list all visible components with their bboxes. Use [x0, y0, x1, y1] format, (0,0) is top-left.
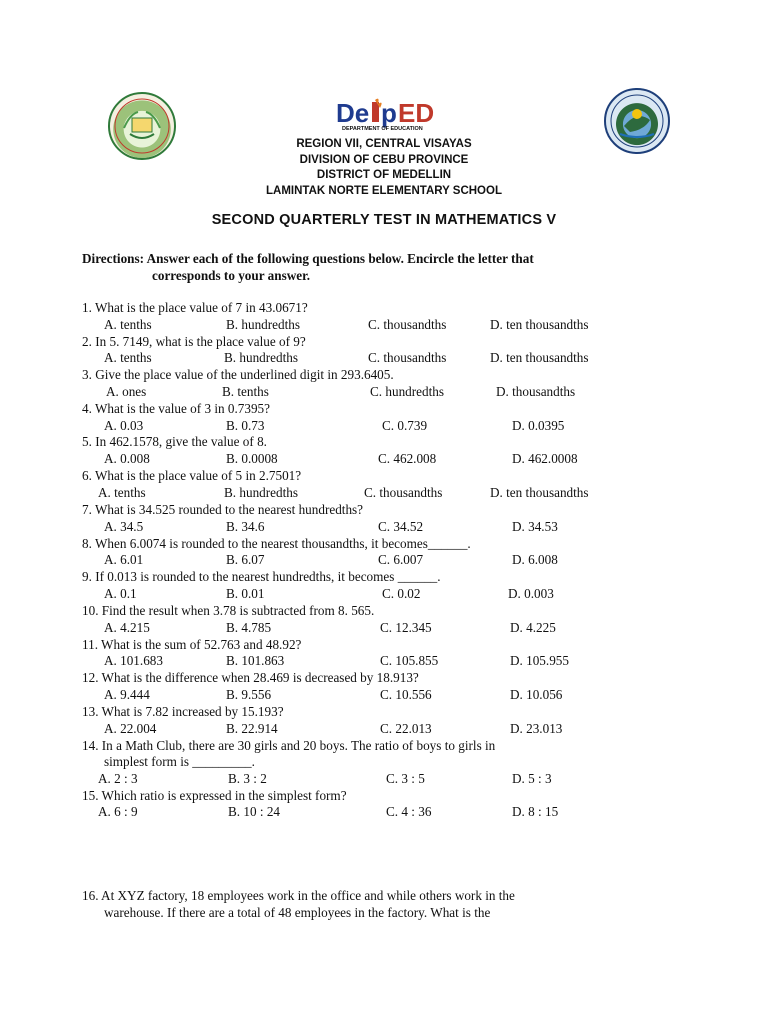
answer-option[interactable]: A. 6.01 [104, 552, 144, 567]
answer-option[interactable]: B. hundredths [226, 317, 300, 332]
svg-text:De: De [336, 98, 370, 128]
question-text: 14. In a Math Club, there are 30 girls and 20 boys. The ratio of boys to girls in [82, 738, 496, 753]
answer-option[interactable]: B. 22.914 [226, 721, 278, 736]
test-title: SECOND QUARTERLY TEST IN MATHEMATICS V [211, 212, 557, 228]
question-text: 15. Which ratio is expressed in the simplest form? [82, 788, 347, 803]
answer-option[interactable]: D. 5 : 3 [512, 771, 552, 786]
answer-option[interactable]: D. 4.225 [510, 620, 556, 635]
question-text: 7. What is 34.525 rounded to the nearest hundredths? [82, 502, 364, 517]
svg-text:p: p [381, 98, 397, 128]
answer-option[interactable]: D. ten thousandths [490, 350, 589, 365]
answer-option[interactable]: B. tenths [222, 384, 269, 399]
answer-option[interactable]: D. thousandths [496, 384, 576, 399]
answer-option[interactable]: A. tenths [104, 317, 152, 332]
answer-option[interactable]: D. 8 : 15 [512, 804, 559, 819]
answer-option[interactable]: C. 22.013 [380, 721, 432, 736]
answer-option[interactable]: D. 0.003 [508, 586, 554, 601]
answer-option[interactable]: D. 6.008 [512, 552, 558, 567]
answer-option[interactable]: B. hundredths [224, 350, 298, 365]
question-text: 13. What is 7.82 increased by 15.193? [82, 704, 284, 719]
question-text: 12. What is the difference when 28.469 is decreased by 18.913? [82, 670, 419, 685]
answer-option[interactable]: D. 23.013 [510, 721, 563, 736]
answer-option[interactable]: A. 4.215 [104, 620, 150, 635]
division-heading: DIVISION OF CEBU PROVINCE [299, 154, 469, 166]
answer-option[interactable]: A. 34.5 [104, 519, 144, 534]
answer-option[interactable]: A. 22.004 [104, 721, 157, 736]
answer-option[interactable]: B. 4.785 [226, 620, 272, 635]
school-heading: LAMINTAK NORTE ELEMENTARY SCHOOL [266, 185, 502, 197]
answer-option[interactable]: C. thousandths [364, 485, 443, 500]
question-text: 6. What is the place value of 5 in 2.7501? [82, 468, 302, 483]
answer-option[interactable]: C. 0.739 [382, 418, 428, 433]
question-text-continued: warehouse. If there are a total of 48 employees in the factory. What is the [104, 905, 491, 920]
question-text: 11. What is the sum of 52.763 and 48.92? [82, 637, 302, 652]
answer-option[interactable]: C. 462.008 [378, 451, 437, 466]
question-text-continued: simplest form is _________. [104, 754, 255, 769]
answer-option[interactable]: C. 3 : 5 [386, 771, 425, 786]
answer-option[interactable]: D. ten thousandths [490, 317, 589, 332]
answer-option[interactable]: B. hundredths [224, 485, 298, 500]
answer-option[interactable]: A. 0.008 [104, 451, 150, 466]
directions-line-2: corresponds to your answer. [152, 268, 311, 283]
answer-option[interactable]: A. 2 : 3 [98, 771, 138, 786]
deped-logo-icon [334, 98, 474, 132]
answer-option[interactable]: A. ones [106, 384, 147, 399]
question-text: 8. When 6.0074 is rounded to the nearest thousandths, it becomes______. [82, 536, 471, 551]
question-text: 16. At XYZ factory, 18 employees work in the office and while others work in the [82, 888, 515, 903]
answer-option[interactable]: D. 10.056 [510, 687, 563, 702]
answer-option[interactable]: D. 0.0395 [512, 418, 565, 433]
question-text: 2. In 5. 7149, what is the place value of 9? [82, 334, 306, 349]
district-heading: DISTRICT OF MEDELLIN [316, 169, 452, 181]
answer-option[interactable]: D. 462.0008 [512, 451, 578, 466]
question-text: 10. Find the result when 3.78 is subtracted from 8. 565. [82, 603, 375, 618]
deped-subtitle: DEPARTMENT OF EDUCATION [342, 126, 423, 132]
question-text: 1. What is the place value of 7 in 43.0671? [82, 300, 308, 315]
answer-option[interactable]: B. 0.01 [226, 586, 265, 601]
answer-option[interactable]: C. thousandths [368, 317, 447, 332]
directions [82, 250, 682, 284]
answer-option[interactable]: A. 0.1 [104, 586, 137, 601]
answer-option[interactable]: D. ten thousandths [490, 485, 589, 500]
answer-option[interactable]: D. 105.955 [510, 653, 569, 668]
answer-option[interactable]: D. 34.53 [512, 519, 558, 534]
answer-option[interactable]: B. 3 : 2 [228, 771, 267, 786]
answer-option[interactable]: B. 6.07 [226, 552, 265, 567]
svg-text:ED: ED [398, 98, 435, 128]
question-text: 5. In 462.1578, give the value of 8. [82, 434, 267, 449]
answer-option[interactable]: C. 34.52 [378, 519, 424, 534]
region-heading: REGION VII, CENTRAL VISAYAS [296, 138, 472, 150]
answer-option[interactable]: A. tenths [104, 350, 152, 365]
answer-option[interactable]: C. 0.02 [382, 586, 421, 601]
answer-option[interactable]: B. 0.0008 [226, 451, 278, 466]
answer-option[interactable]: A. 6 : 9 [98, 804, 138, 819]
answer-option[interactable]: A. 0.03 [104, 418, 144, 433]
answer-option[interactable]: C. 10.556 [380, 687, 432, 702]
answer-option[interactable]: C. 12.345 [380, 620, 432, 635]
question-text: 3. Give the place value of the underlined digit in 293.6405. [82, 367, 394, 382]
answer-option[interactable]: B. 9.556 [226, 687, 272, 702]
answer-option[interactable]: C. 4 : 36 [386, 804, 432, 819]
answer-option[interactable]: C. 6.007 [378, 552, 424, 567]
answer-option[interactable]: B. 10 : 24 [228, 804, 281, 819]
answer-option[interactable]: A. 9.444 [104, 687, 150, 702]
question-text: 4. What is the value of 3 in 0.7395? [82, 401, 271, 416]
answer-option[interactable]: A. tenths [98, 485, 146, 500]
answer-option[interactable]: B. 0.73 [226, 418, 265, 433]
answer-option[interactable]: B. 101.863 [226, 653, 285, 668]
answer-option[interactable]: C. thousandths [368, 350, 447, 365]
answer-option[interactable]: C. hundredths [370, 384, 444, 399]
question-text: 9. If 0.013 is rounded to the nearest hundredths, it becomes ______. [82, 569, 441, 584]
directions-line-1: Directions: Answer each of the following questions below. Encircle the letter that [82, 251, 534, 266]
answer-option[interactable]: C. 105.855 [380, 653, 439, 668]
answer-option[interactable]: B. 34.6 [226, 519, 265, 534]
answer-option[interactable]: A. 101.683 [104, 653, 163, 668]
